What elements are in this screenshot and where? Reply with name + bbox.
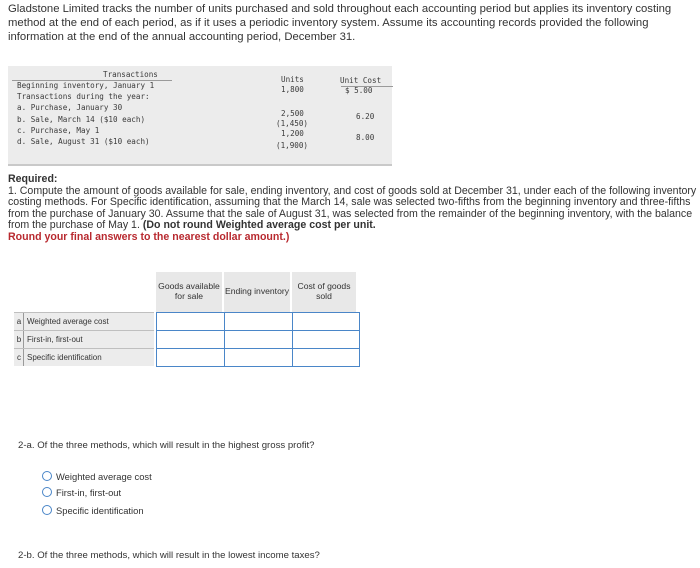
question-2b-prefix: 2-b. [18, 550, 35, 561]
weighted-cogs-input[interactable] [292, 312, 360, 331]
specific-gafs-input[interactable] [156, 348, 225, 367]
row-b-label: b. Sale, March 14 ($10 each) [17, 115, 146, 124]
option-fifo[interactable]: First-in, first-out [42, 487, 121, 498]
specific-ending-input[interactable] [224, 348, 293, 367]
header-cost-of-goods-sold: Cost of goods sold [292, 272, 356, 312]
radio-icon[interactable] [42, 471, 52, 481]
question-2b-text: Of the three methods, which will result in the lowest income taxes? [37, 550, 320, 561]
row-d-units: (1,900) [276, 141, 309, 150]
beginning-units: 1,800 [281, 85, 304, 94]
beginning-cost: $ 5.00 [345, 86, 373, 95]
row-label: a Weighted average cost [14, 312, 154, 330]
answer-row-fifo [14, 330, 356, 348]
required-text: 1. Compute the amount of goods available for sale, ending inventory, and cost of goods sold at December 31, under each of the following inventory costing methods. For Specific identification, assuming that the March 14, sale was selected two-fifths from the beginning inventory and three-fifths from the purchase of January 30. Assume that the sale of August 31, was selected from the remainder of the beginning inventory, with the balance from the purchase of May 1. [8, 184, 697, 232]
row-a-cost: 6.20 [356, 112, 375, 121]
row-a-label: a. Purchase, January 30 [17, 103, 123, 112]
option-weighted-average[interactable]: Weighted average cost [42, 471, 152, 482]
units-header: Units [281, 75, 304, 84]
intro-paragraph: Gladstone Limited tracks the number of units purchased and sold throughout each accounting period but applies its inventory costing method at the end of each period, as if it uses a periodic inventory system. Assume its accounting records provided the following information at the end of the annual accounting period, December 31. [8, 3, 672, 44]
row-d-label: d. Sale, August 31 ($10 each) [17, 137, 150, 146]
header-ending-inventory: Ending inventory [224, 272, 290, 312]
answer-table [14, 272, 356, 360]
radio-icon[interactable] [42, 487, 52, 497]
specific-cogs-input[interactable] [292, 348, 360, 367]
required-note-red: Round your final answers to the nearest dollar amount.) [8, 230, 290, 243]
weighted-ending-input[interactable] [224, 312, 293, 331]
radio-icon[interactable] [42, 505, 52, 515]
row-c-cost: 8.00 [356, 133, 375, 142]
row-a-units: 2,500 [281, 109, 304, 118]
row-b-units: (1,450) [276, 119, 309, 128]
weighted-gafs-input[interactable] [156, 312, 225, 331]
unit-cost-header: Unit Cost [340, 76, 382, 85]
row-c-units: 1,200 [281, 129, 304, 138]
question-2b [18, 550, 320, 561]
row-c-label: c. Purchase, May 1 [17, 126, 100, 135]
required-heading: Required: [8, 173, 58, 185]
required-note-bold: (Do not round Weighted average cost per unit. [142, 219, 376, 232]
fifo-ending-input[interactable] [224, 330, 293, 349]
transactions-header: Transactions [103, 70, 158, 79]
required-section [8, 174, 698, 244]
question-2a-prefix: 2-a. [18, 440, 35, 451]
transactions-table [8, 66, 392, 166]
fifo-gafs-input[interactable] [156, 330, 225, 349]
question-2a [18, 440, 315, 451]
row-label: b First-in, first-out [14, 330, 154, 348]
during-label: Transactions during the year: [17, 92, 150, 101]
fifo-cogs-input[interactable] [292, 330, 360, 349]
answer-row-specific [14, 348, 356, 366]
beginning-label: Beginning inventory, January 1 [17, 81, 155, 90]
question-2a-text: Of the three methods, which will result in the highest gross profit? [37, 440, 315, 451]
row-label: c Specific identification [14, 348, 154, 366]
header-goods-available: Goods available for sale [156, 272, 222, 312]
answer-row-weighted [14, 312, 356, 330]
option-specific-identification[interactable]: Specific identification [42, 505, 144, 516]
